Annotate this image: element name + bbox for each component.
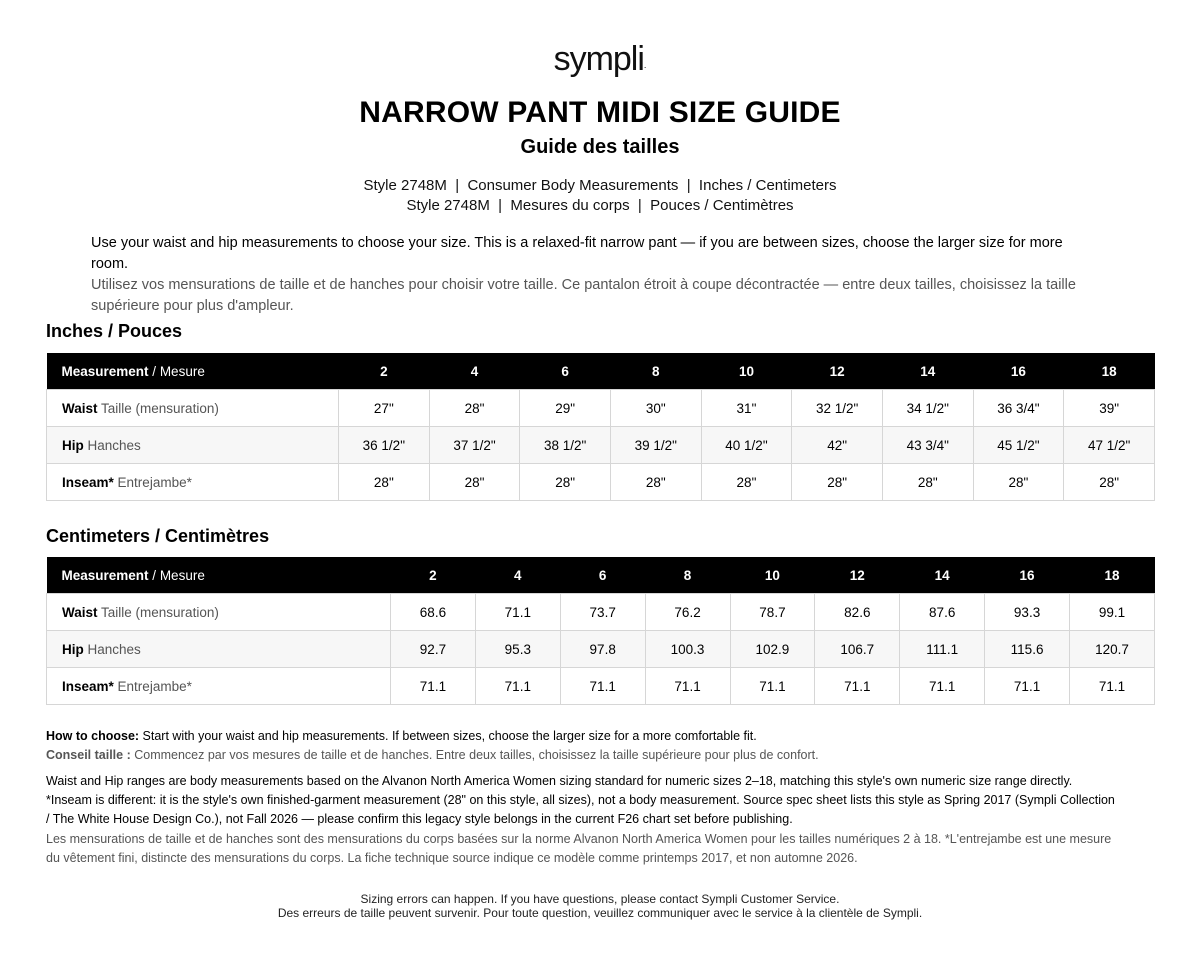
table-cell: 71.1 bbox=[645, 668, 730, 705]
standard-note-en: Waist and Hip ranges are body measurements based on the Alvanon North America Women sizing standard for numeric sizes 2–18, matching this style's own numeric size range directly. *Inseam is different: it is the style's own finished-garment measurement (28" on this style, all sizes), not a body measurement. Source spec sheet lists this style as Spring 2017 (Sympli Collection / The White House Design Co.), not Fall 2026 — please confirm this legacy style belongs in the current F26 chart set before publishing. bbox=[46, 774, 1115, 826]
table-cell: 28" bbox=[701, 464, 792, 501]
table-cell: 28" bbox=[792, 464, 883, 501]
size-header: 10 bbox=[701, 353, 792, 390]
size-header: 10 bbox=[730, 557, 815, 594]
row-label-fr: Entrejambe* bbox=[117, 678, 192, 694]
table-cell: 47 1/2" bbox=[1064, 427, 1155, 464]
page-title: NARROW PANT MIDI SIZE GUIDE bbox=[359, 96, 841, 129]
table-cell: 71.1 bbox=[560, 668, 645, 705]
table-cell: 71.1 bbox=[391, 668, 476, 705]
size-header: 8 bbox=[610, 353, 701, 390]
row-label-fr: Hanches bbox=[87, 641, 141, 657]
footer bbox=[0, 893, 1200, 920]
conseil-taille-note bbox=[46, 746, 1116, 765]
how-to-choose-note bbox=[46, 727, 1116, 746]
table-cell: 36 3/4" bbox=[973, 390, 1064, 427]
table-cell: 71.1 bbox=[475, 668, 560, 705]
size-header: 6 bbox=[560, 557, 645, 594]
table-cell: 78.7 bbox=[730, 594, 815, 631]
table-cell: 71.1 bbox=[475, 594, 560, 631]
row-label bbox=[47, 427, 339, 464]
size-header: 16 bbox=[985, 557, 1070, 594]
table-cell: 39" bbox=[1064, 390, 1155, 427]
measurement-header bbox=[47, 557, 391, 594]
row-label-en: Hip bbox=[62, 437, 84, 453]
conseil-label: Conseil taille : bbox=[46, 748, 131, 762]
table-cell: 27" bbox=[339, 390, 430, 427]
row-label-en: Waist bbox=[62, 604, 98, 620]
footer-fr: Des erreurs de taille peuvent survenir. Pour toute question, veuillez communiquer avec le service à la clientèle de Sympli. bbox=[277, 905, 923, 920]
table-cell: 36 1/2" bbox=[339, 427, 430, 464]
page-subtitle: Guide des tailles bbox=[520, 136, 680, 158]
table-row-waist bbox=[47, 390, 1155, 427]
table-cell: 28" bbox=[429, 390, 520, 427]
table-cell: 28" bbox=[1064, 464, 1155, 501]
table-cell: 87.6 bbox=[900, 594, 985, 631]
table-cell: 120.7 bbox=[1070, 631, 1155, 668]
size-header: 4 bbox=[429, 353, 520, 390]
table-cell: 28" bbox=[339, 464, 430, 501]
table-row-inseam bbox=[47, 464, 1155, 501]
size-header: 4 bbox=[475, 557, 560, 594]
style-meta-en: Style 2748M | Consumer Body Measurements | Inches / Centimeters bbox=[363, 177, 837, 194]
table-cell: 40 1/2" bbox=[701, 427, 792, 464]
table-cell: 43 3/4" bbox=[882, 427, 973, 464]
header-fr: Mesure bbox=[159, 363, 205, 379]
row-label-fr: Entrejambe* bbox=[117, 474, 192, 490]
table-cell: 42" bbox=[792, 427, 883, 464]
table-cell: 76.2 bbox=[645, 594, 730, 631]
table-cell: 45 1/2" bbox=[973, 427, 1064, 464]
table-cell: 71.1 bbox=[1070, 668, 1155, 705]
table-row-inseam bbox=[47, 668, 1155, 705]
table-cell: 97.8 bbox=[560, 631, 645, 668]
size-header: 18 bbox=[1070, 557, 1155, 594]
table-cell: 71.1 bbox=[815, 668, 900, 705]
table-cell: 82.6 bbox=[815, 594, 900, 631]
inches-table bbox=[46, 353, 1155, 501]
footer-en: Sizing errors can happen. If you have questions, please contact Sympli Customer Service. bbox=[360, 892, 840, 906]
table-cell: 106.7 bbox=[815, 631, 900, 668]
size-header: 8 bbox=[645, 557, 730, 594]
size-header: 16 bbox=[973, 353, 1064, 390]
table-cell: 100.3 bbox=[645, 631, 730, 668]
table-cell: 115.6 bbox=[985, 631, 1070, 668]
table-cell: 71.1 bbox=[985, 668, 1070, 705]
intro-fr: Utilisez vos mensurations de taille et de hanches pour choisir votre taille. Ce pantalon étroit à coupe décontractée — entre deux tailles, choisissez la taille supérieure pour plus d'ampleur. bbox=[91, 277, 1076, 314]
size-header: 6 bbox=[520, 353, 611, 390]
logo-mark: . bbox=[643, 60, 647, 70]
row-label bbox=[47, 631, 391, 668]
size-header: 12 bbox=[792, 353, 883, 390]
table-cell: 71.1 bbox=[730, 668, 815, 705]
intro-text bbox=[91, 233, 1101, 317]
size-header: 18 bbox=[1064, 353, 1155, 390]
table-row-hip bbox=[47, 427, 1155, 464]
how-label: How to choose: bbox=[46, 729, 140, 743]
table-cell: 39 1/2" bbox=[610, 427, 701, 464]
table-row-waist bbox=[47, 594, 1155, 631]
cm-heading: Centimeters / Centimètres bbox=[46, 526, 270, 546]
row-label bbox=[47, 390, 339, 427]
row-label-en: Waist bbox=[62, 400, 98, 416]
table-cell: 99.1 bbox=[1070, 594, 1155, 631]
sympli-logo bbox=[0, 40, 1200, 79]
table-cell: 92.7 bbox=[391, 631, 476, 668]
size-header: 2 bbox=[339, 353, 430, 390]
table-cell: 29" bbox=[520, 390, 611, 427]
logo-text: sympli bbox=[553, 40, 644, 78]
header-en: Measurement bbox=[61, 567, 149, 583]
how-text: Start with your waist and hip measurements. If between sizes, choose the larger size for a more comfortable fit. bbox=[139, 729, 757, 743]
row-label-en: Hip bbox=[62, 641, 84, 657]
row-label bbox=[47, 668, 391, 705]
table-cell: 32 1/2" bbox=[792, 390, 883, 427]
table-cell: 37 1/2" bbox=[429, 427, 520, 464]
table-cell: 102.9 bbox=[730, 631, 815, 668]
table-cell: 28" bbox=[973, 464, 1064, 501]
size-header: 14 bbox=[900, 557, 985, 594]
table-cell: 111.1 bbox=[900, 631, 985, 668]
table-cell: 93.3 bbox=[985, 594, 1070, 631]
size-header: 12 bbox=[815, 557, 900, 594]
header-fr: Mesure bbox=[159, 567, 205, 583]
table-cell: 28" bbox=[882, 464, 973, 501]
style-meta-fr: Style 2748M | Mesures du corps | Pouces / Centimètres bbox=[406, 197, 794, 214]
standard-note-fr: Les mensurations de taille et de hanches sont des mensurations du corps basées sur la norme Alvanon North America Women pour les tailles numériques 2 à 18. *L'entrejambe est une mesure du vêtement fini, distincte des mensurations du corps. La fiche technique source indique ce modèle comme printemps 2017, et non automne 2026. bbox=[46, 832, 1112, 865]
table-cell: 30" bbox=[610, 390, 701, 427]
table-cell: 68.6 bbox=[391, 594, 476, 631]
table-cell: 73.7 bbox=[560, 594, 645, 631]
size-header: 14 bbox=[882, 353, 973, 390]
row-label-en: Inseam* bbox=[62, 474, 114, 490]
intro-en: Use your waist and hip measurements to choose your size. This is a relaxed-fit narrow pant — if you are between sizes, choose the larger size for more room. bbox=[91, 235, 1063, 272]
table-header-row bbox=[47, 353, 1155, 390]
row-label-fr: Hanches bbox=[87, 437, 141, 453]
table-cell: 28" bbox=[610, 464, 701, 501]
header-sep: / bbox=[148, 363, 160, 379]
table-row-hip bbox=[47, 631, 1155, 668]
table-cell: 28" bbox=[520, 464, 611, 501]
table-cell: 71.1 bbox=[900, 668, 985, 705]
header-sep: / bbox=[148, 567, 160, 583]
header-en: Measurement bbox=[61, 363, 149, 379]
table-cell: 95.3 bbox=[475, 631, 560, 668]
inches-heading: Inches / Pouces bbox=[46, 321, 183, 341]
row-label bbox=[47, 594, 391, 631]
row-label-fr: Taille (mensuration) bbox=[101, 604, 219, 620]
row-label-fr: Taille (mensuration) bbox=[101, 400, 219, 416]
row-label bbox=[47, 464, 339, 501]
table-cell: 31" bbox=[701, 390, 792, 427]
size-header: 2 bbox=[391, 557, 476, 594]
row-label-en: Inseam* bbox=[62, 678, 114, 694]
measurement-header bbox=[47, 353, 339, 390]
table-cell: 28" bbox=[429, 464, 520, 501]
table-cell: 34 1/2" bbox=[882, 390, 973, 427]
cm-table bbox=[46, 557, 1155, 705]
table-header-row bbox=[47, 557, 1155, 594]
conseil-text: Commencez par vos mesures de taille et de hanches. Entre deux tailles, choisissez la taille supérieure pour plus de confort. bbox=[130, 748, 819, 762]
table-cell: 38 1/2" bbox=[520, 427, 611, 464]
